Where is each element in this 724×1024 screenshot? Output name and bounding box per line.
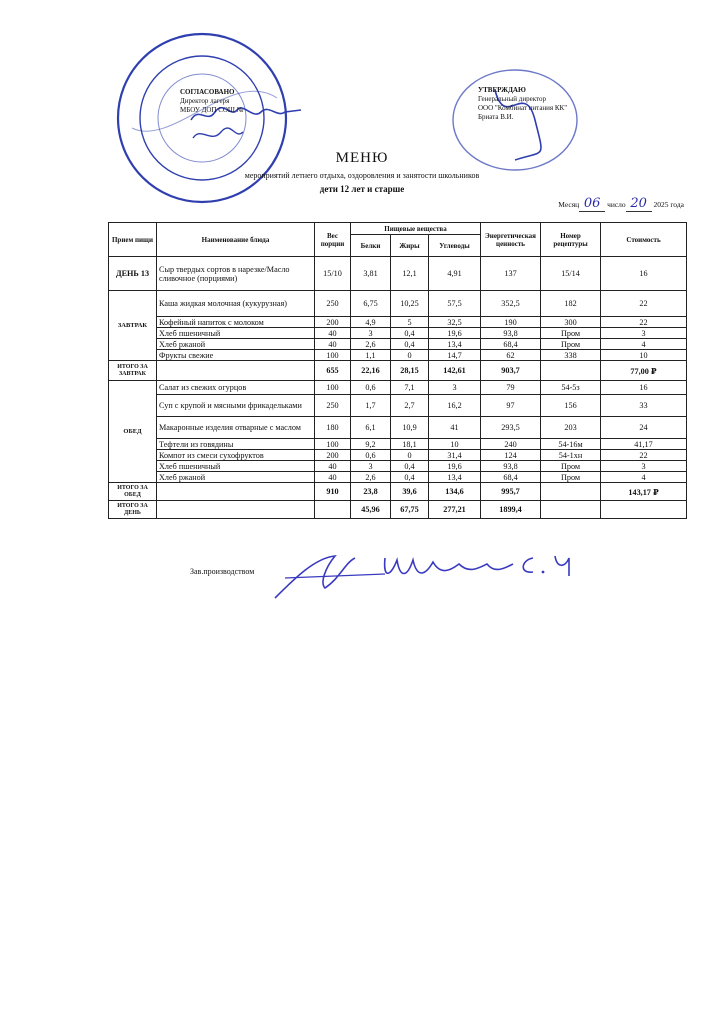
dish-name: Салат из свежих огурцов	[157, 381, 315, 395]
breakfast-label: ЗАВТРАК	[109, 291, 157, 361]
day-label: число	[607, 200, 626, 209]
empty-cell	[541, 483, 601, 501]
dish-cost: 10	[601, 350, 687, 361]
dish-name: Макаронные изделия отварные с маслом	[157, 417, 315, 439]
day-carbs: 4,91	[429, 257, 481, 291]
dish-name: Тефтели из говядины	[157, 439, 315, 450]
dish-fats: 0,4	[391, 339, 429, 350]
day-total-proteins: 45,96	[351, 501, 391, 519]
dish-proteins: 4,9	[351, 317, 391, 328]
total-fats: 28,15	[391, 361, 429, 381]
dish-name: Хлеб пшеничный	[157, 328, 315, 339]
total-carbs: 134,6	[429, 483, 481, 501]
empty-cell	[315, 501, 351, 519]
dish-fats: 0,4	[391, 472, 429, 483]
dish-energy: 293,5	[481, 417, 541, 439]
dish-recipe: 203	[541, 417, 601, 439]
approval-right-line1: Генеральный директор	[478, 95, 546, 103]
col-fats: Жиры	[391, 235, 429, 257]
dish-recipe: 156	[541, 395, 601, 417]
dish-energy: 62	[481, 350, 541, 361]
table-row	[109, 461, 687, 472]
dish-name: Компот из смеси сухофруктов	[157, 450, 315, 461]
dish-weight: 100	[315, 381, 351, 395]
dish-weight: 180	[315, 417, 351, 439]
dish-energy: 240	[481, 439, 541, 450]
day-label: ДЕНЬ 13	[109, 257, 157, 291]
approval-left-heading: СОГЛАСОВАНО	[180, 88, 235, 96]
table-row	[109, 350, 687, 361]
empty-cell	[541, 501, 601, 519]
month-label: Месяц	[558, 200, 580, 209]
dish-fats: 0,4	[391, 461, 429, 472]
breakfast-section	[109, 291, 687, 381]
dish-carbs: 14,7	[429, 350, 481, 361]
dish-carbs: 57,5	[429, 291, 481, 317]
dish-weight: 40	[315, 472, 351, 483]
total-cost: 143,17 ₽	[601, 483, 687, 501]
total-weight: 655	[315, 361, 351, 381]
table-row	[109, 472, 687, 483]
approval-right-block	[478, 86, 598, 122]
col-carbs: Углеводы	[429, 235, 481, 257]
table-row	[109, 291, 687, 317]
month-value: 06	[579, 196, 605, 212]
dish-proteins: 2,6	[351, 472, 391, 483]
dish-recipe: 338	[541, 350, 601, 361]
lunch-label: ОБЕД	[109, 381, 157, 483]
dish-carbs: 19,6	[429, 328, 481, 339]
page-subtitle: мероприятий летнего отдыха, оздоровления и занятости школьников	[244, 171, 480, 180]
date-line	[558, 196, 684, 212]
dish-weight: 40	[315, 461, 351, 472]
dish-name: Хлеб ржаной	[157, 472, 315, 483]
dish-carbs: 32,5	[429, 317, 481, 328]
dish-name: Суп с крупой и мясными фрикадельками	[157, 395, 315, 417]
dish-energy: 97	[481, 395, 541, 417]
col-nutrients: Пищевые вещества	[351, 223, 481, 235]
dish-carbs: 13,4	[429, 339, 481, 350]
dish-fats: 2,7	[391, 395, 429, 417]
total-energy: 903,7	[481, 361, 541, 381]
table-row	[109, 328, 687, 339]
dish-recipe: Пром	[541, 339, 601, 350]
approval-left-block	[180, 88, 300, 115]
page-title: МЕНЮ	[335, 150, 389, 166]
dish-weight: 200	[315, 317, 351, 328]
year-text: 2025 года	[653, 200, 684, 209]
menu-table	[108, 222, 687, 519]
dish-weight: 250	[315, 395, 351, 417]
approval-right-heading: УТВЕРЖДАЮ	[478, 86, 526, 94]
dish-fats: 10,25	[391, 291, 429, 317]
empty-cell	[157, 483, 315, 501]
day-dish: Сыр твердых сортов в нарезке/Масло сливочное (порциями)	[157, 257, 315, 291]
day-total-carbs: 277,21	[429, 501, 481, 519]
total-carbs: 142,61	[429, 361, 481, 381]
dish-cost: 3	[601, 461, 687, 472]
approval-left-line2: МБОУ ДОП СОШ №	[180, 106, 244, 114]
dish-cost: 4	[601, 472, 687, 483]
dish-cost: 22	[601, 317, 687, 328]
dish-cost: 22	[601, 291, 687, 317]
empty-cell	[601, 501, 687, 519]
day-cost: 16	[601, 257, 687, 291]
day-total-energy: 1899,4	[481, 501, 541, 519]
dish-energy: 352,5	[481, 291, 541, 317]
dish-proteins: 3	[351, 328, 391, 339]
dish-name: Каша жидкая молочная (кукурузная)	[157, 291, 315, 317]
dish-proteins: 1,7	[351, 395, 391, 417]
dish-proteins: 0,6	[351, 381, 391, 395]
dish-proteins: 9,2	[351, 439, 391, 450]
dish-energy: 68,4	[481, 472, 541, 483]
total-fats: 39,6	[391, 483, 429, 501]
dish-fats: 18,1	[391, 439, 429, 450]
day-row	[109, 257, 687, 291]
dish-weight: 200	[315, 450, 351, 461]
day-proteins: 3,81	[351, 257, 391, 291]
dish-proteins: 3	[351, 461, 391, 472]
dish-recipe: 300	[541, 317, 601, 328]
dish-name: Фрукты свежие	[157, 350, 315, 361]
dish-carbs: 13,4	[429, 472, 481, 483]
col-recipe: Номер рецептуры	[541, 223, 601, 257]
col-proteins: Белки	[351, 235, 391, 257]
dish-energy: 190	[481, 317, 541, 328]
col-meal: Прием пищи	[109, 223, 157, 257]
dish-fats: 0	[391, 350, 429, 361]
dish-name: Хлеб ржаной	[157, 339, 315, 350]
day-energy: 137	[481, 257, 541, 291]
approval-right-line3: Бриата В.И.	[478, 113, 514, 121]
lunch-total-label: ИТОГО ЗА ОБЕД	[109, 483, 157, 501]
breakfast-total-label: ИТОГО ЗА ЗАВТРАК	[109, 361, 157, 381]
table-row	[109, 417, 687, 439]
day-recipe: 15/14	[541, 257, 601, 291]
col-cost: Стоимость	[601, 223, 687, 257]
total-proteins: 22,16	[351, 361, 391, 381]
table-row	[109, 395, 687, 417]
day-value: 20	[626, 196, 652, 212]
age-group: дети 12 лет и старше	[319, 184, 405, 194]
dish-proteins: 1,1	[351, 350, 391, 361]
header-row-1	[109, 223, 687, 235]
dish-energy: 124	[481, 450, 541, 461]
day-weight: 15/10	[315, 257, 351, 291]
dish-cost: 4	[601, 339, 687, 350]
dish-carbs: 10	[429, 439, 481, 450]
dish-carbs: 31,4	[429, 450, 481, 461]
total-weight: 910	[315, 483, 351, 501]
dish-cost: 33	[601, 395, 687, 417]
col-dish: Наименование блюда	[157, 223, 315, 257]
table-row	[109, 439, 687, 450]
dish-weight: 40	[315, 339, 351, 350]
dish-cost: 24	[601, 417, 687, 439]
approval-right-line2: ООО "Комбинат питания КК"	[478, 104, 568, 112]
dish-carbs: 19,6	[429, 461, 481, 472]
table-row	[109, 381, 687, 395]
dish-recipe: Пром	[541, 461, 601, 472]
dish-cost: 3	[601, 328, 687, 339]
dish-proteins: 2,6	[351, 339, 391, 350]
dish-fats: 5	[391, 317, 429, 328]
production-signature	[265, 538, 605, 608]
dish-weight: 250	[315, 291, 351, 317]
breakfast-total-row	[109, 361, 687, 381]
table-row	[109, 317, 687, 328]
total-energy: 995,7	[481, 483, 541, 501]
total-proteins: 23,8	[351, 483, 391, 501]
day-total-label: ИТОГО ЗА ДЕНЬ	[109, 501, 157, 519]
dish-cost: 22	[601, 450, 687, 461]
production-manager-label: Зав.производством	[190, 567, 255, 576]
empty-cell	[157, 361, 315, 381]
dish-weight: 100	[315, 350, 351, 361]
dish-energy: 68,4	[481, 339, 541, 350]
day-total-row	[109, 501, 687, 519]
dish-fats: 7,1	[391, 381, 429, 395]
dish-carbs: 3	[429, 381, 481, 395]
dish-recipe: 182	[541, 291, 601, 317]
dish-recipe: 54-5з	[541, 381, 601, 395]
dish-energy: 79	[481, 381, 541, 395]
day-total-fats: 67,75	[391, 501, 429, 519]
dish-carbs: 41	[429, 417, 481, 439]
dish-recipe: Пром	[541, 472, 601, 483]
dish-name: Хлеб пшеничный	[157, 461, 315, 472]
empty-cell	[157, 501, 315, 519]
table-row	[109, 339, 687, 350]
table-row	[109, 450, 687, 461]
lunch-total-row	[109, 483, 687, 501]
dish-cost: 16	[601, 381, 687, 395]
dish-recipe: 54-16м	[541, 439, 601, 450]
dish-energy: 93,8	[481, 328, 541, 339]
dish-name: Кофейный напиток с молоком	[157, 317, 315, 328]
approval-left-line1: Директор лагеря	[180, 97, 230, 105]
lunch-section	[109, 381, 687, 501]
col-energy: Энергетическая ценность	[481, 223, 541, 257]
dish-proteins: 6,75	[351, 291, 391, 317]
dish-weight: 40	[315, 328, 351, 339]
dish-carbs: 16,2	[429, 395, 481, 417]
dish-proteins: 0,6	[351, 450, 391, 461]
dish-recipe: Пром	[541, 328, 601, 339]
dish-fats: 0	[391, 450, 429, 461]
dish-fats: 10,9	[391, 417, 429, 439]
dish-fats: 0,4	[391, 328, 429, 339]
dish-energy: 93,8	[481, 461, 541, 472]
dish-proteins: 6,1	[351, 417, 391, 439]
total-cost: 77,00 ₽	[601, 361, 687, 381]
dish-weight: 100	[315, 439, 351, 450]
dish-cost: 41,17	[601, 439, 687, 450]
empty-cell	[541, 361, 601, 381]
dish-recipe: 54-1хн	[541, 450, 601, 461]
day-fats: 12,1	[391, 257, 429, 291]
col-weight: Вес порции	[315, 223, 351, 257]
